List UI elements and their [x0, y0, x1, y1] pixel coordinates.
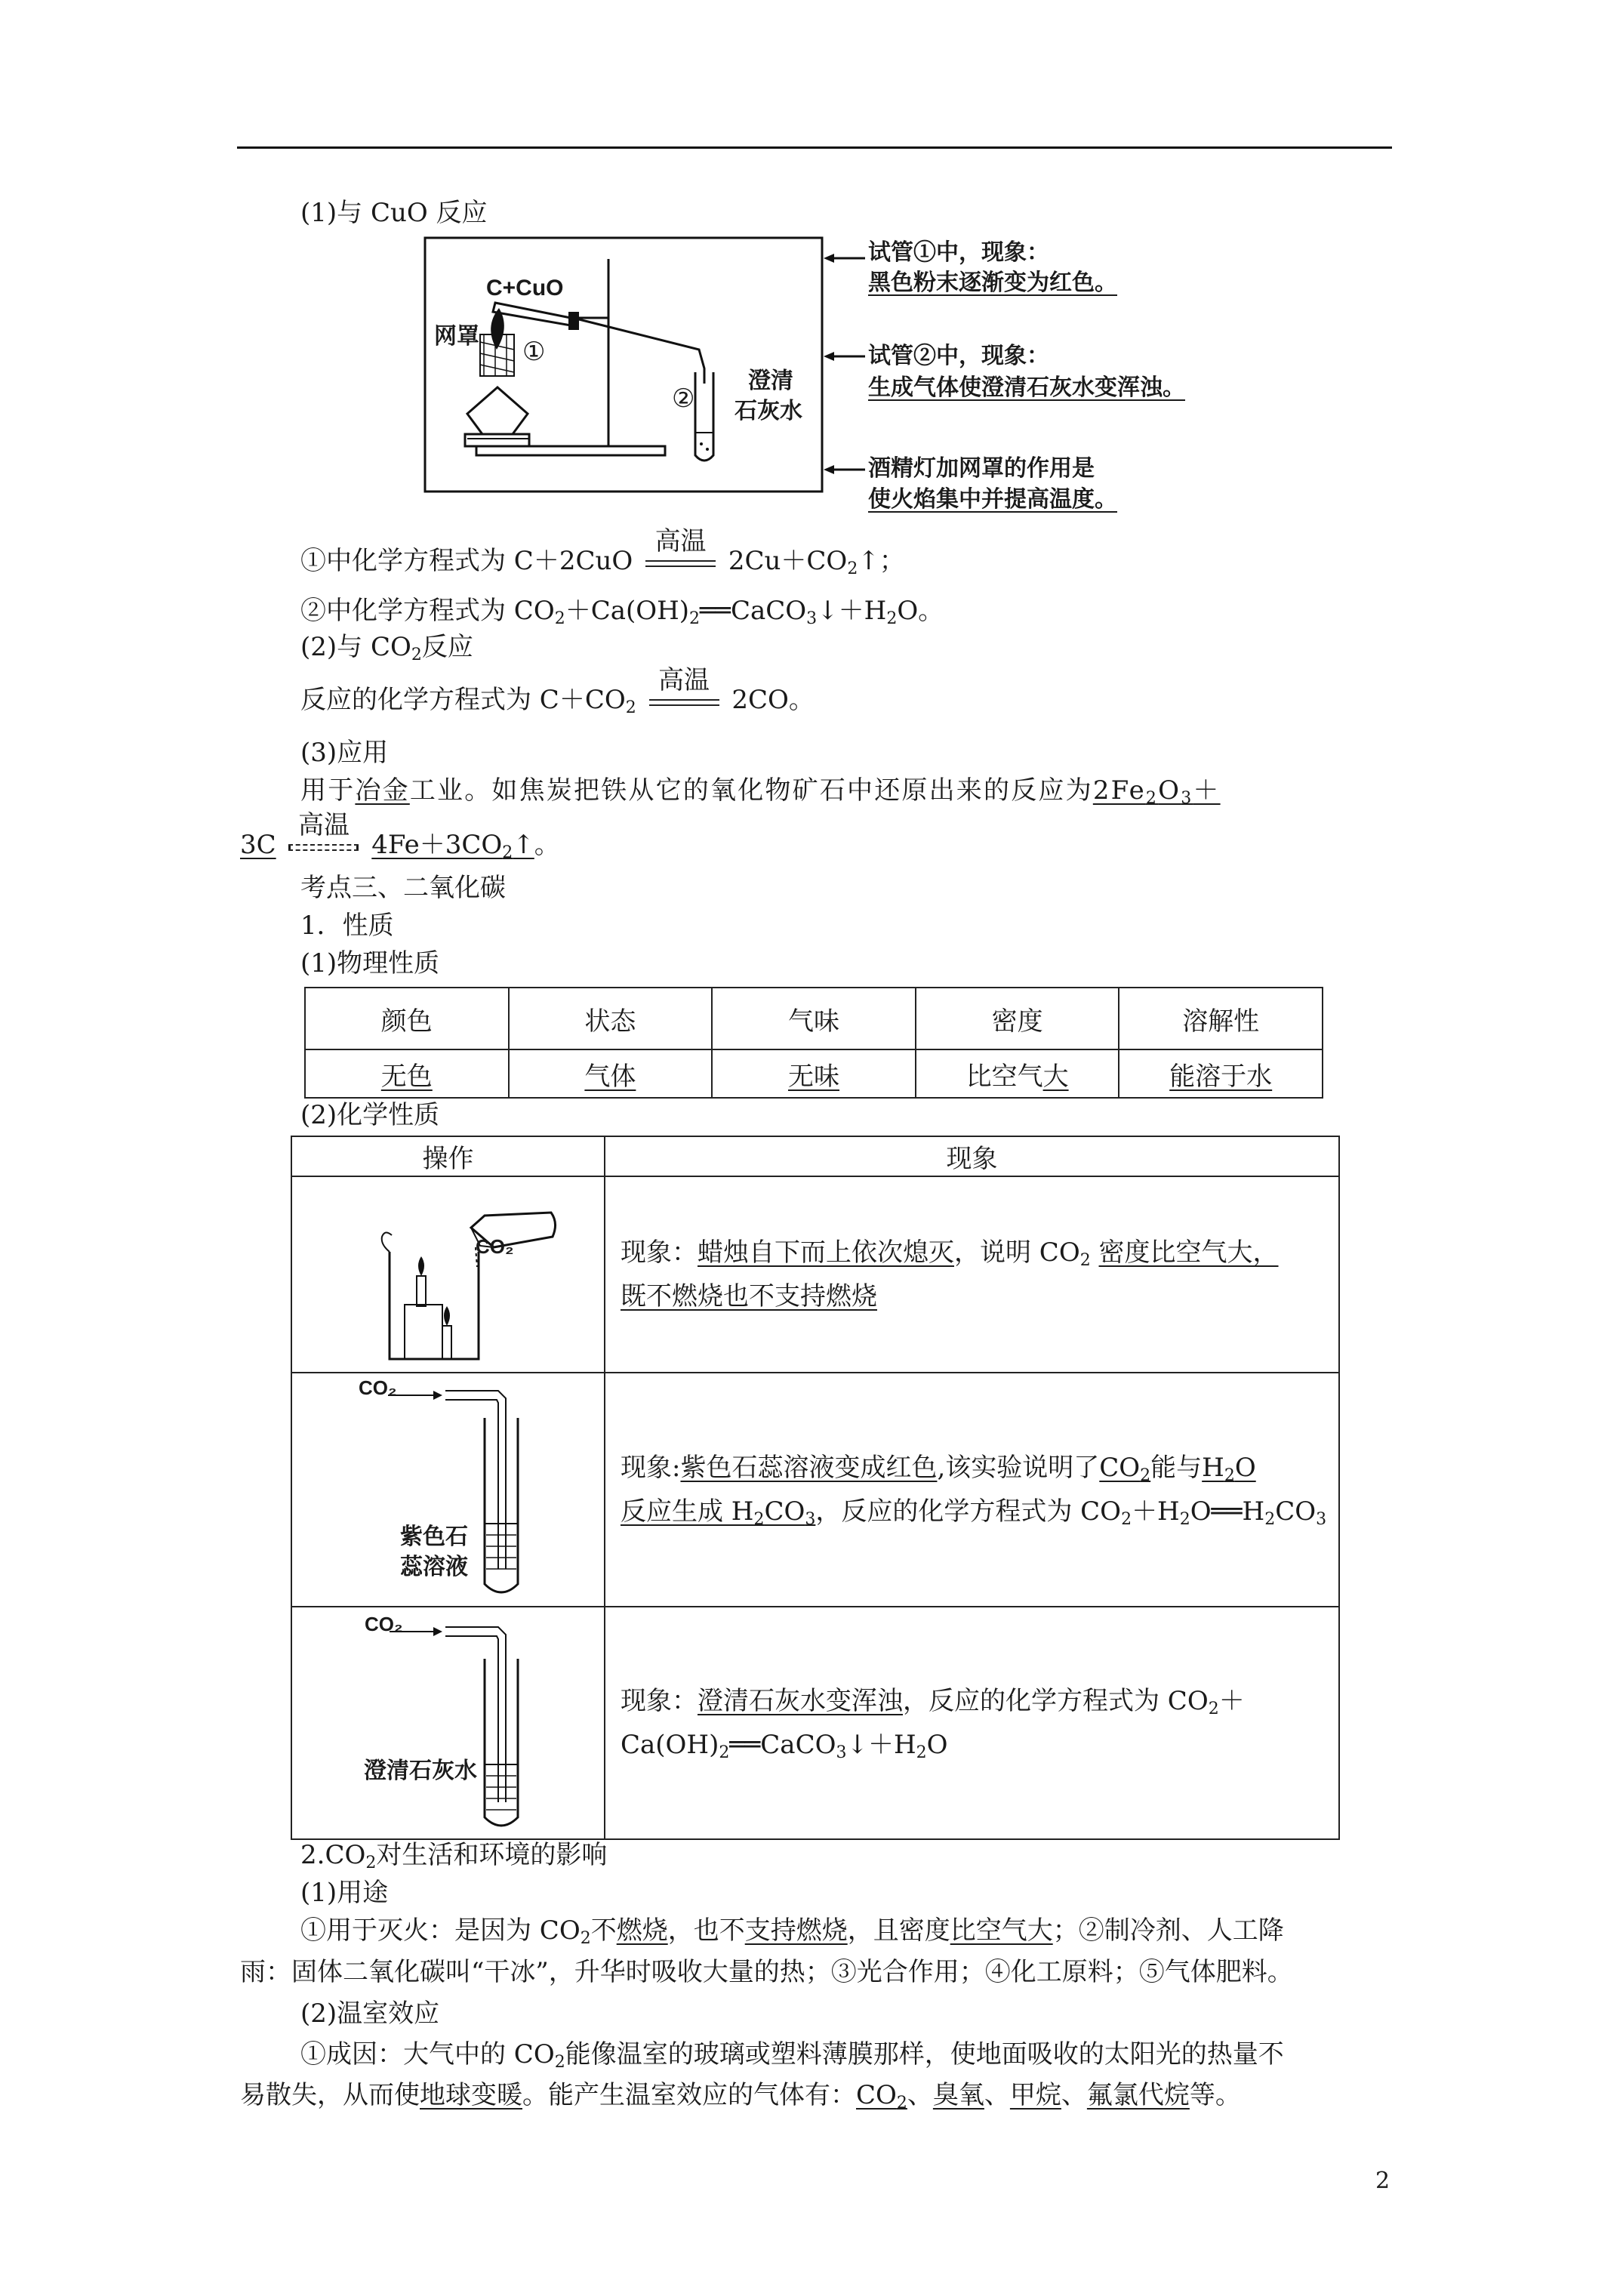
use-line-2: 雨：固体二氧化碳叫“干冰”，升华时吸收大量的热；③光合作用；④化工原料；⑤气体肥料。 [240, 1957, 1293, 1987]
gh-l2-u5: 氟氯代烷 [1086, 2080, 1190, 2110]
s2-title-b: 反应 [421, 632, 473, 662]
app-l1-u: 冶金 [355, 775, 410, 806]
note-arrows [824, 242, 869, 483]
row1-u2: 密度比空气大， [1098, 1237, 1279, 1268]
row3-line-1 [621, 1679, 1338, 1723]
gh-l2-u3: 臭氧 [932, 2080, 984, 2110]
use-l1-c: ，也不 [667, 1915, 745, 1946]
eq2-e: O。 [897, 596, 944, 626]
note-1-line-2: 黑色粉末逐渐变为红色。 [868, 270, 1117, 295]
eq3-reaction-sign [645, 665, 724, 715]
gh-l2-u2 [856, 2080, 907, 2113]
eq2-b: ＋Ca(OH) [565, 596, 690, 626]
row2-sub: 2 [753, 1510, 765, 1529]
row3-l2-a: Ca(OH) [621, 1730, 719, 1760]
eq1-end: ↑； [858, 546, 905, 576]
impact-title-b: 对生活和环境的影响 [376, 1840, 608, 1870]
row1-u: 蜡烛自下而上依次熄灭 [698, 1237, 954, 1268]
note-1-line-1: 试管①中，现象： [868, 240, 1049, 265]
table-row [305, 1049, 1323, 1098]
header-rule [237, 146, 1392, 149]
gh-l1-sub: 2 [554, 2053, 565, 2072]
impact-title-sub: 2 [365, 1854, 377, 1872]
eq3-product: 2CO。 [731, 685, 815, 715]
litmus-label-2: 蕊溶液 [400, 1555, 468, 1579]
row1-phenomenon [605, 1176, 1339, 1373]
s2-title-a: (2)与 CO [300, 632, 411, 662]
row2-sub: 3 [805, 1510, 816, 1529]
row3-c: ＋ [1218, 1686, 1245, 1716]
apparatus-figure [423, 236, 824, 493]
row2-u: 紫色石蕊溶液变成红色 [680, 1453, 938, 1483]
use-line-1 [300, 1916, 1284, 1946]
phys-value-text: 气体 [584, 1061, 636, 1092]
eq2-sub: 3 [806, 609, 818, 628]
label-wangzhao: 网罩 [434, 324, 479, 349]
physical-property-title: (1)物理性质 [300, 948, 440, 978]
row2-u3b: O [1234, 1453, 1256, 1483]
page-number: 2 [1375, 2168, 1390, 2194]
eq2-d: ↓＋H [817, 596, 887, 626]
property-title: 1．性质 [300, 911, 394, 941]
row3-a: 现象： [621, 1686, 698, 1716]
gh-l1-b: 能像温室的玻璃或塑料薄膜那样，使地面吸收的太阳光的热量不 [565, 2039, 1284, 2069]
phys-header: 密度 [916, 988, 1119, 1049]
phys-header: 溶解性 [1119, 988, 1323, 1049]
use-l1-u2: 支持燃烧 [744, 1915, 848, 1946]
use-l1-d: ，且密度 [847, 1915, 950, 1946]
row1-line2-u: 既不燃烧也不支持燃烧 [621, 1281, 877, 1311]
label-tube-2: ② [672, 384, 695, 414]
label-tube-1: ① [522, 337, 546, 367]
row3-u: 澄清石灰水变浑浊 [698, 1686, 903, 1716]
row1-line-1 [621, 1231, 1338, 1274]
chemical-property-title: (2)化学性质 [300, 1100, 440, 1130]
use-title: (1)用途 [300, 1878, 389, 1908]
app-l1-b: 工业。如焦炭把铁从它的氧化物矿石中还原出来的反应为 [409, 775, 1093, 806]
eq2-a: ②中化学方程式为 CO [300, 596, 555, 626]
gh-l2-d: 、 [984, 2080, 1010, 2110]
limewater-label: 澄清石灰水 [364, 1758, 477, 1783]
app-eq-c: ＋ [1193, 775, 1221, 806]
row3-line-2 [621, 1723, 1338, 1767]
row2-line-1 [621, 1446, 1338, 1490]
limewater-tube-figure [305, 1613, 592, 1832]
app-l2-condition: 高温 [297, 810, 350, 841]
eq1-pre: ①中化学方程式为 C＋2CuO [300, 546, 633, 576]
gh-l2-f: 等。 [1189, 2080, 1241, 2110]
eq3-condition: 高温 [658, 665, 710, 696]
row2-sub: 2 [1224, 1466, 1235, 1485]
use-l1-sub: 2 [580, 1929, 591, 1948]
row2-l2-ua: 反应生成 H [621, 1496, 754, 1527]
apparatus-drawing [423, 236, 824, 493]
row2-line2-u [621, 1496, 815, 1527]
row2-u3a: H [1202, 1453, 1224, 1483]
table-row [291, 1607, 1339, 1839]
label-shihuishui: 石灰水 [735, 399, 802, 424]
note-3-line-2: 使火焰集中并提高温度。 [868, 487, 1117, 512]
eq2-sub: 2 [689, 609, 701, 628]
note-2-line-2: 生成气体使澄清石灰水变浑浊。 [868, 375, 1185, 400]
row3-l2-c: ↓＋H [846, 1730, 916, 1760]
row1-a: 现象： [621, 1237, 698, 1268]
row2-sub: 2 [1140, 1466, 1151, 1485]
row3-sub: 3 [836, 1743, 847, 1762]
kaodian-3-title: 考点三、二氧化碳 [300, 873, 506, 903]
row2-line-2 [621, 1490, 1338, 1533]
app-l1-eq [1093, 775, 1221, 806]
row2-l2-ub: CO [764, 1496, 805, 1527]
candle-figure-cell [291, 1176, 605, 1373]
candle-co2-label: CO₂ [476, 1235, 514, 1258]
litmus-label-1: 紫色石 [400, 1524, 468, 1549]
row2-l2-d: O══H [1190, 1496, 1265, 1527]
chemical-property-table [291, 1136, 1340, 1840]
row2-l2-e: CO [1275, 1496, 1317, 1527]
litmus-figure-cell [291, 1373, 605, 1607]
phys-header: 气味 [712, 988, 916, 1049]
greenhouse-title: (2)温室效应 [300, 1999, 440, 2029]
application-line-2 [240, 810, 560, 862]
note-2-line-1: 试管②中，现象： [868, 344, 1049, 368]
equation-1 [300, 526, 905, 578]
impact-title [300, 1841, 607, 1870]
app-l2-reaction-sign [284, 810, 363, 860]
candle-beaker-figure [335, 1184, 562, 1365]
app-eq-b: O [1158, 775, 1181, 806]
eq2-sub: 2 [886, 609, 898, 628]
eq1-reaction-sign [641, 526, 720, 576]
phys-value-text: 大 [1042, 1061, 1069, 1092]
gh-l2-u2a: CO [856, 2080, 897, 2110]
eq2-sub: 2 [554, 609, 565, 628]
phys-value-text: 无味 [787, 1061, 839, 1092]
app-l2-b: 4Fe＋3CO [371, 830, 503, 860]
eq3-pre: 反应的化学方程式为 C＋CO [300, 685, 626, 715]
row2-sub: 2 [1264, 1510, 1276, 1529]
table-row [291, 1373, 1339, 1607]
use-l1-e: ；②制冷剂、人工降 [1052, 1915, 1284, 1946]
app-l2-a: 3C [240, 830, 276, 860]
section-title-application: (3)应用 [300, 738, 389, 768]
app-l2-c: ↑ [513, 830, 534, 860]
litmus-co2-label: CO₂ [359, 1376, 397, 1399]
row2-a: 现象: [621, 1453, 681, 1483]
row1-sub: 2 [1079, 1251, 1091, 1270]
physical-property-table [304, 987, 1323, 1099]
use-l1-u1: 燃烧 [616, 1915, 668, 1946]
table-row [305, 988, 1323, 1049]
chem-header-operation: 操作 [291, 1136, 605, 1176]
application-line-1 [300, 776, 1221, 806]
eq1-condition: 高温 [654, 526, 707, 557]
use-l1-a: ①用于灭火：是因为 CO [300, 1915, 581, 1946]
row3-l2-d: O [926, 1730, 948, 1760]
phys-value-text: 能溶于水 [1169, 1061, 1273, 1092]
row1-b: ，说明 CO [954, 1237, 1080, 1268]
impact-title-a: 2.CO [300, 1840, 366, 1870]
row2-u2 [1099, 1453, 1150, 1483]
app-l1-a: 用于 [300, 775, 356, 806]
row3-phenomenon [605, 1607, 1339, 1839]
s2-title-sub: 2 [411, 646, 422, 664]
label-c-cuo: C+CuO [486, 276, 564, 300]
use-l1-b: 不 [590, 1915, 617, 1946]
equation-3 [300, 665, 815, 717]
label-chengqing: 澄清 [748, 368, 793, 393]
gh-l1-a: ①成因：大气中的 CO [300, 2039, 555, 2069]
app-eq-sub: 2 [1145, 789, 1159, 808]
gh-l2-e: 、 [1061, 2080, 1087, 2110]
row2-phenomenon [605, 1373, 1339, 1607]
row2-sub: 2 [1179, 1510, 1190, 1529]
phys-value [509, 1049, 713, 1098]
row3-sub: 2 [916, 1743, 927, 1762]
phys-header: 颜色 [305, 988, 509, 1049]
eq2-c: ══CaCO [700, 596, 807, 626]
equation-2 [300, 596, 944, 626]
gh-l2-a: 易散失，从而使 [240, 2080, 420, 2110]
row1-c [1091, 1237, 1099, 1268]
row2-u2b: 能与 [1150, 1453, 1203, 1483]
phys-value [305, 1049, 509, 1098]
greenhouse-line-2 [240, 2080, 1241, 2113]
phys-value [1119, 1049, 1323, 1098]
row2-u2a: CO [1099, 1453, 1141, 1483]
eq1-product: 2Cu＋CO [728, 546, 848, 576]
row2-b: ,该实验说明了 [937, 1453, 1100, 1483]
eq1-sub: 2 [847, 559, 858, 578]
gh-l2-sub: 2 [896, 2094, 907, 2113]
row2-l2-b: ，反应的化学方程式为 CO [815, 1496, 1122, 1527]
phys-value [712, 1049, 916, 1098]
gh-l2-b: 。能产生温室效应的气体有： [522, 2080, 856, 2110]
row2-sub: 2 [1121, 1510, 1132, 1529]
app-eq-sub: 3 [1181, 789, 1193, 808]
greenhouse-line-1 [300, 2039, 1284, 2072]
phys-header: 状态 [509, 988, 713, 1049]
row2-u3 [1202, 1453, 1256, 1483]
row3-b: ，反应的化学方程式为 CO [903, 1686, 1209, 1716]
app-l2-product [371, 830, 534, 860]
limewater-figure-cell [291, 1607, 605, 1839]
row2-sub: 3 [1316, 1510, 1327, 1529]
row2-l2-c: ＋H [1132, 1496, 1180, 1527]
app-l2-sub: 2 [502, 843, 513, 862]
gh-l2-u1: 地球变暖 [420, 2080, 522, 2110]
chem-header-phenomenon: 现象 [605, 1136, 1339, 1176]
row3-l2-b: ══CaCO [729, 1730, 836, 1760]
eq3-sub: 2 [625, 698, 636, 717]
gh-l2-u4: 甲烷 [1009, 2080, 1061, 2110]
row3-sub: 2 [1208, 1700, 1219, 1718]
limewater-co2-label: CO₂ [365, 1613, 403, 1635]
app-l2-end: 。 [534, 830, 560, 860]
section-title-cuo: (1)与 CuO 反应 [300, 198, 488, 228]
note-3-line-1: 酒精灯加网罩的作用是 [868, 456, 1095, 481]
row3-sub: 2 [719, 1743, 730, 1762]
section-title-co2 [300, 633, 473, 662]
phys-value: 比空气大 [916, 1049, 1119, 1098]
phys-value-text: 无色 [380, 1061, 433, 1092]
row1-line-2 [621, 1274, 1338, 1318]
table-row [291, 1176, 1339, 1373]
app-eq-a: 2Fe [1092, 775, 1146, 806]
table-row [291, 1136, 1339, 1176]
use-l1-u3: 比空气大 [950, 1915, 1053, 1946]
gh-l2-c: 、 [907, 2080, 933, 2110]
